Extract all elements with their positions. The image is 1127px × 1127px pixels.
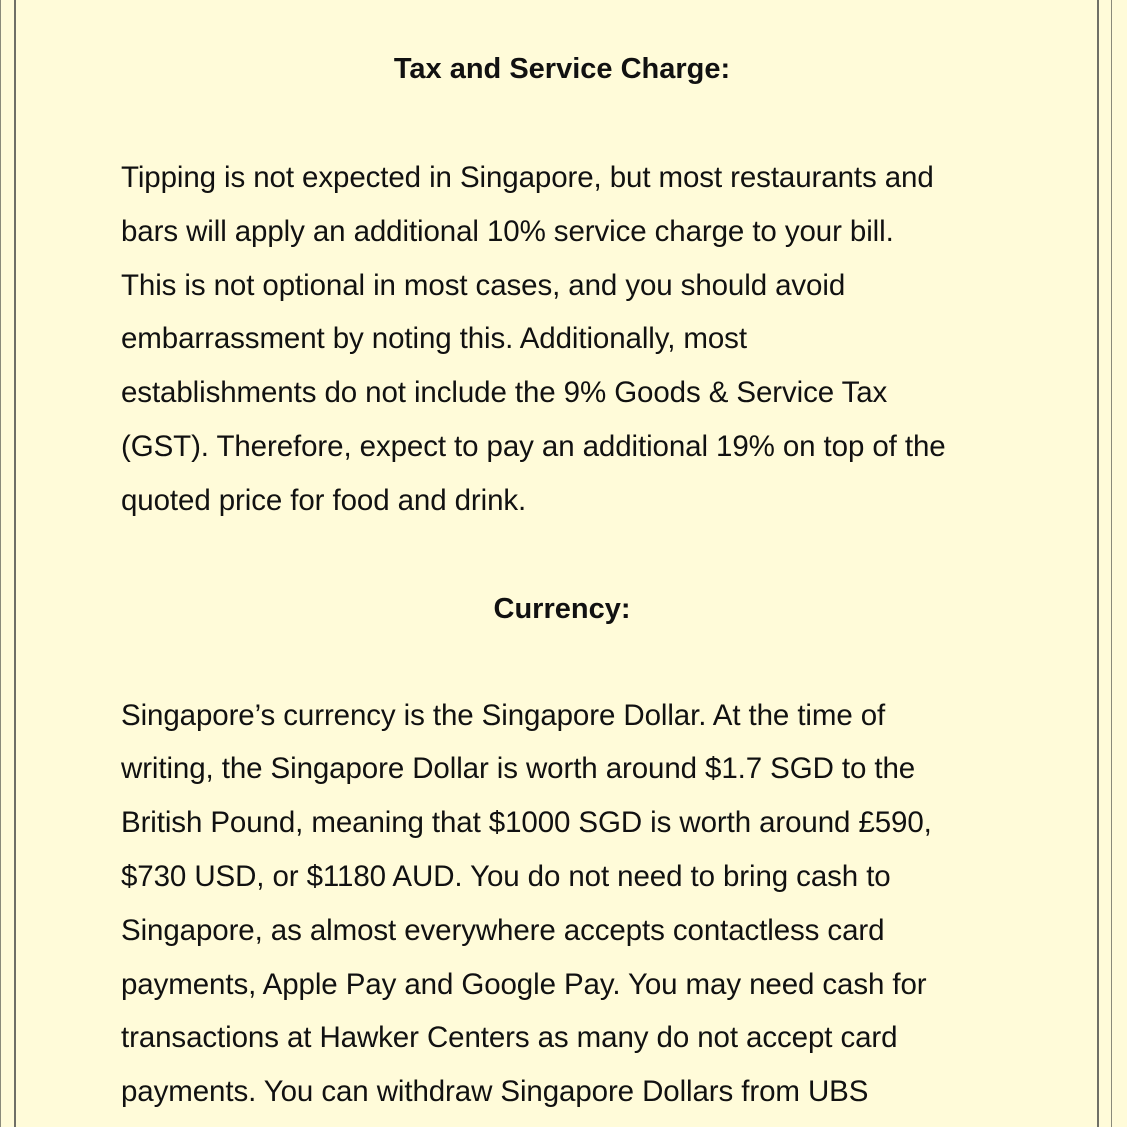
paragraph-line: Tipping is not expected in Singapore, but most restaurants and bbox=[121, 161, 934, 194]
paragraph-line: Singapore, as almost everywhere accepts contactless card bbox=[121, 913, 885, 947]
paragraph-line: payments, Apple Pay and Google Pay. You may need cash for bbox=[121, 967, 927, 1001]
section-heading-tax-service: Tax and Service Charge: bbox=[393, 53, 731, 85]
paragraph-line: payments. You can withdraw Singapore Dollars from UBS bbox=[121, 1075, 869, 1109]
section-body-currency bbox=[121, 689, 1021, 1119]
paragraph-line: quoted price for food and drink. bbox=[121, 483, 527, 517]
paragraph-line: (GST). Therefore, expect to pay an additional 19% on top of the bbox=[121, 429, 946, 463]
page-border-right-outer bbox=[1111, 0, 1127, 1127]
section-body-tax-service bbox=[121, 151, 1021, 528]
paragraph-line: embarrassment by noting this. Additionally, most bbox=[121, 322, 747, 356]
paragraph-line: writing, the Singapore Dollar is worth around $1.7 SGD to the bbox=[121, 752, 916, 786]
paragraph-line: $730 USD, or $1180 AUD. You do not need to bring cash to bbox=[121, 859, 891, 893]
paragraph-line: British Pound, meaning that $1000 SGD is worth around £590, bbox=[121, 806, 932, 840]
paragraph-line: This is not optional in most cases, and you should avoid bbox=[121, 268, 846, 302]
paragraph-line: establishments do not include the 9% Goods & Service Tax bbox=[121, 376, 888, 410]
document-content bbox=[121, 40, 1021, 1119]
page-border-left-outer bbox=[0, 0, 1, 1127]
paragraph-line: transactions at Hawker Centers as many do not accept card bbox=[121, 1021, 898, 1055]
page-border-left bbox=[14, 0, 16, 1127]
paragraph-line: Singapore’s currency is the Singapore Dollar. At the time of bbox=[121, 698, 886, 732]
page-border-right bbox=[1097, 0, 1099, 1127]
section-heading-currency: Currency: bbox=[493, 592, 631, 625]
paragraph-line: bars will apply an additional 10% service charge to your bill. bbox=[121, 214, 894, 248]
